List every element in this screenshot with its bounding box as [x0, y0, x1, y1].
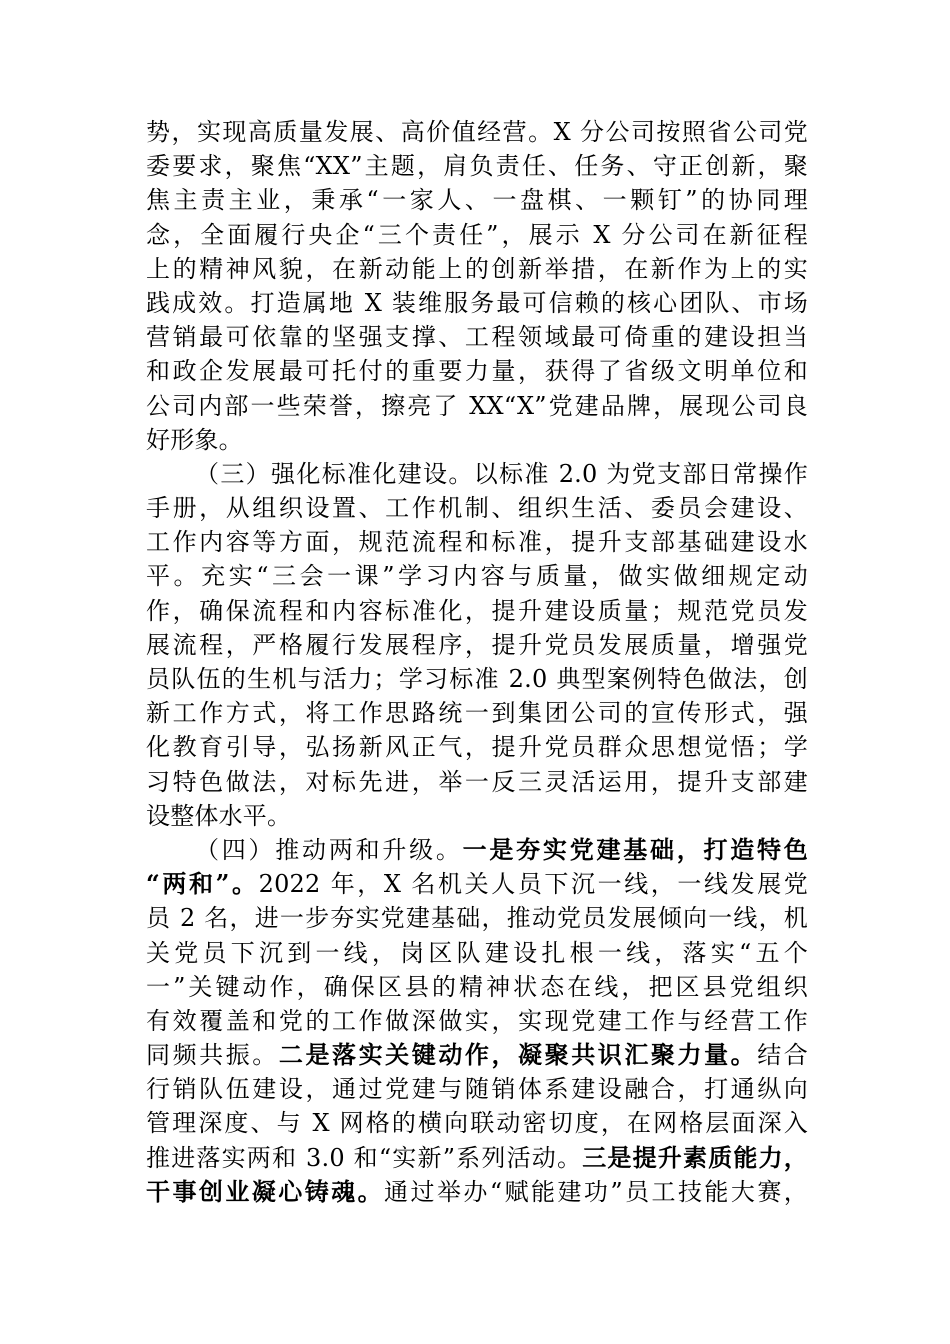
text-segment: 展流程，严格履行发展程序，提升党员发展质量，增强党: [146, 630, 808, 659]
text-line: [146, 423, 808, 457]
text-line: [146, 1106, 808, 1140]
text-line: [146, 491, 808, 525]
text-line: [146, 183, 808, 217]
text-line: [146, 525, 808, 559]
text-line: [146, 970, 808, 1004]
text-segment: 结合: [757, 1041, 808, 1070]
text-segment: 习特色做法，对标先进，举一反三灵活运用，提升支部建: [146, 767, 808, 796]
text-segment: 员 2 名，进一步夯实党建基础，推动党员发展倾向一线，机: [146, 904, 808, 933]
text-line: [146, 149, 808, 183]
text-line: [146, 628, 808, 662]
text-line: [146, 354, 808, 388]
text-segment: 手册，从组织设置、工作机制、组织生活、委员会建设、: [146, 494, 808, 523]
text-line: [146, 1141, 808, 1175]
bold-text-segment: “两和”。: [146, 869, 259, 899]
text-segment: 员队伍的生机与活力；学习标准 2.0 典型案例特色做法，创: [146, 665, 808, 693]
text-segment: 营销最可依靠的坚强支撑、工程领域最可倚重的建设担当: [146, 323, 808, 352]
text-line: [146, 1175, 808, 1209]
text-segment: 通过举办“赋能建功”员工技能大赛，: [384, 1177, 808, 1206]
bold-text-segment: 干事创业凝心铸魂。: [146, 1176, 385, 1206]
text-segment: 作，确保流程和内容标准化，提升建设质量；规范党员发: [146, 596, 808, 625]
text-line: [146, 1038, 808, 1072]
text-segment: 一”关键动作，确保区县的精神状态在线，把区县党组织: [146, 972, 808, 1001]
text-segment: 新工作方式，将工作思路统一到集团公司的宣传形式，强: [146, 699, 808, 728]
text-line: [146, 662, 808, 696]
text-segment: 推进落实两和 3.0 和“实新”系列活动。: [146, 1143, 583, 1172]
text-line: [146, 320, 808, 354]
text-segment: 管理深度、与 X 网格的横向联动密切度，在网格层面深入: [146, 1109, 808, 1138]
text-line: [146, 867, 808, 901]
text-line: [146, 799, 808, 833]
text-line: [146, 457, 808, 491]
text-segment: 工作内容等方面，规范流程和标准，提升支部基础建设水: [146, 528, 808, 557]
text-segment: 有效覆盖和党的工作做深做实，实现党建工作与经营工作: [146, 1006, 808, 1035]
text-line: [146, 765, 808, 799]
text-line: [146, 389, 808, 423]
text-line: [146, 833, 808, 867]
text-segment: 念，全面履行央企“三个责任”，展示 X 分公司在新征程: [146, 220, 808, 249]
text-segment: 势，实现高质量发展、高价值经营。X 分公司按照省公司党: [146, 118, 808, 146]
text-line: [146, 218, 808, 252]
bold-text-segment: 一是夯实党建基础，打造特色: [462, 834, 808, 864]
text-segment: （四）推动两和升级。: [195, 835, 463, 864]
text-segment: 和政企发展最可托付的重要力量，获得了省级文明单位和: [146, 357, 808, 386]
bold-text-segment: 二是落实关键动作，凝聚共识汇聚力量。: [278, 1040, 758, 1070]
text-segment: 化教育引导，弘扬新风正气，提升党员群众思想觉悟；学: [146, 733, 808, 762]
text-segment: 设整体水平。: [146, 801, 292, 830]
text-line: [146, 1072, 808, 1106]
text-line: [146, 936, 808, 970]
text-segment: （三）强化标准化建设。以标准 2.0 为党支部日常操作: [195, 459, 808, 488]
text-segment: 2022 年，X 名机关人员下沉一线，一线发展党: [258, 870, 808, 899]
text-line: [146, 594, 808, 628]
text-segment: 关党员下沉到一线，岗区队建设扎根一线，落实“五个: [146, 938, 808, 967]
text-segment: 同频共振。: [146, 1041, 279, 1070]
bold-text-segment: 三是提升素质能力，: [582, 1142, 808, 1172]
text-line: [146, 252, 808, 286]
text-line: [146, 730, 808, 764]
text-line: [146, 696, 808, 730]
text-segment: 焦主责主业，秉承“一家人、一盘棋、一颗钉”的协同理: [146, 186, 808, 215]
text-line: [146, 115, 808, 149]
text-segment: 公司内部一些荣誉，擦亮了 XX“X”党建品牌，展现公司良: [146, 391, 808, 420]
text-segment: 好形象。: [146, 425, 243, 454]
text-segment: 平。充实“三会一课”学习内容与质量，做实做细规定动: [146, 562, 808, 591]
text-segment: 上的精神风貌，在新动能上的创新举措，在新作为上的实: [146, 254, 808, 283]
text-line: [146, 286, 808, 320]
text-segment: 行销队伍建设，通过党建与随销体系建设融合，打通纵向: [146, 1075, 808, 1104]
text-segment: 践成效。打造属地 X 装维服务最可信赖的核心团队、市场: [146, 288, 808, 317]
text-line: [146, 559, 808, 593]
text-segment: 委要求，聚焦“XX”主题，肩负责任、任务、守正创新，聚: [146, 152, 808, 181]
document-body: [146, 115, 808, 1209]
text-line: [146, 901, 808, 935]
text-line: [146, 1004, 808, 1038]
